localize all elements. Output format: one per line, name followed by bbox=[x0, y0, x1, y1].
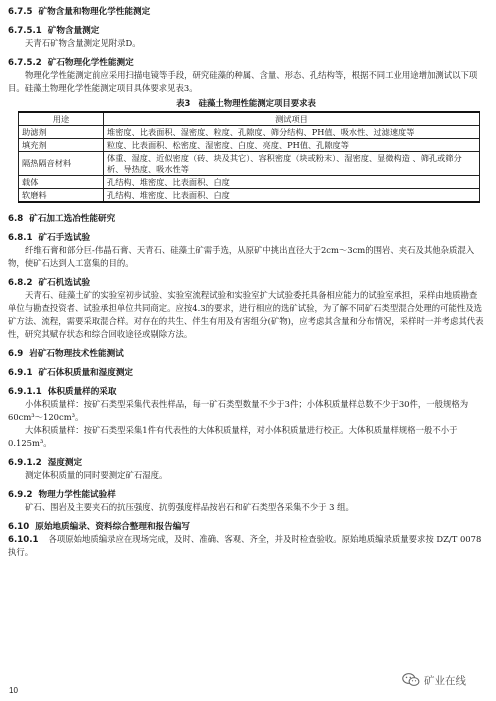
table-cell: 载体 bbox=[19, 176, 104, 189]
column-header: 测试项目 bbox=[104, 112, 480, 126]
document-page bbox=[8, 6, 484, 559]
heading-6-8-1: 6.8.1 矿石手选试验 bbox=[8, 233, 91, 243]
heading-6-9-1-2: 6.9.1.2 湿度测定 bbox=[8, 458, 83, 468]
heading-6-8-2: 6.8.2 矿石机选试验 bbox=[8, 278, 91, 288]
paragraph: 测定体积质量的同时要测定矿石湿度。 bbox=[25, 470, 168, 480]
paragraph: 6.10.1 各项原始地质编录应在现场完成，及时、准确、客观、齐全，并及时检查验收。原始地质编录质量要求按 DZ/T 0078 执行。 bbox=[8, 534, 482, 557]
table-header-row bbox=[19, 112, 480, 126]
table-row bbox=[19, 152, 480, 176]
heading-6-9-2: 6.9.2 物理力学性能试验样 bbox=[8, 490, 116, 500]
table-cell: 填充剂 bbox=[19, 139, 104, 152]
table-cell: 孔结构、堆密度、比表面积、白度 bbox=[104, 176, 480, 189]
paragraph: 物理化学性能测定前应采用扫描电镜等手段，研究硅藻的种属、含量、形态、孔结构等，根据不同工业用途增加测试以下项目。硅藻土物理化学性能测定项目具体要求见表3。 bbox=[8, 70, 478, 93]
paragraph: 小体积质量样：按矿石类型采集代表性样品，每一矿石类型数量不少于3件；小体积质量样总数不少于30件，一般规格为60cm³～120cm³。 bbox=[8, 399, 469, 422]
paragraph: 大体积质量样：按矿石类型采集1件有代表性的大体积质量样，对小体积质量进行校正。大体积质量样规格一般不小于 0.125m³。 bbox=[8, 425, 458, 448]
table-cell: 体重、湿度、近似密度（砖、块及其它）、容积密度（块或粉末）、湿密度、显微构造 、筛孔或筛分析、导热度、吸水性等 bbox=[104, 152, 480, 176]
table-row bbox=[19, 126, 480, 139]
watermark bbox=[402, 672, 466, 688]
table-row bbox=[19, 189, 480, 203]
watermark-text: 矿业在线 bbox=[424, 674, 466, 687]
table-cell: 粒度、比表面积、松密度、湿密度、白度、亮度、PH值、孔隙度等 bbox=[104, 139, 480, 152]
heading-6-10-1: 6.10.1 bbox=[8, 535, 39, 545]
table-cell: 孔结构、堆密度、比表面积、白度 bbox=[104, 189, 480, 203]
heading-6-9-1: 6.9.1 矿石体积质量和湿度测定 bbox=[8, 368, 134, 378]
table-cell: 软磨料 bbox=[19, 189, 104, 203]
requirements-table bbox=[18, 111, 480, 203]
heading-6-9: 6.9 岩矿石物理技术性能测试 bbox=[8, 349, 124, 359]
table-row bbox=[19, 176, 480, 189]
table-cell: 堆密度、比表面积、湿密度、粒度、孔隙度、筛分结构、PH值、吸水性、过滤速度等 bbox=[104, 126, 480, 139]
page-number: 10 bbox=[9, 686, 18, 695]
paragraph: 矿石、围岩及主要夹石的抗压强度、抗剪强度样品按岩石和矿石类型各采集不少于 3 组。 bbox=[25, 502, 354, 512]
heading-6-10: 6.10 原始地质编录、资料综合整理和报告编写 bbox=[8, 522, 190, 532]
heading-6-7-5-2: 6.7.5.2 矿石物理化学性能测定 bbox=[8, 58, 134, 68]
heading-6-7-5: 6.7.5 矿物含量和物理化学性能测定 bbox=[8, 7, 151, 17]
table-cell: 隔热隔音材料 bbox=[19, 152, 104, 176]
paragraph: 纤维石膏和部分巨-伟晶石膏、天青石、硅藻土矿需手选，从原矿中挑出直径大于2cm～3cm的围岩、夹石及其他杂质混入物，使矿石达到人工富集的目的。 bbox=[8, 245, 475, 268]
heading-6-7-5-1: 6.7.5.1 矿物含量测定 bbox=[8, 26, 100, 36]
paragraph: 天青石、硅藻土矿的实验室初步试验、实验室流程试验和实验室扩大试验委托具备相应能力的试验室承担，采样由地质勘查单位与勘查投资者、试验承担单位共同商定。应按4.3的要求，进行相应的选矿试验，为了解不同矿石类型混合处理的可能性及选矿方法、流程，需要采取混合样。对存在的共生、伴生有用及有害组分(矿物)，应考虑其含量和分布情况，采样时一并考虑其代表性，研究其赋存状态和综合回收途径或剔除方法。 bbox=[8, 290, 484, 339]
table-cell: 助滤剂 bbox=[19, 126, 104, 139]
heading-6-9-1-1: 6.9.1.1 体积质量样的采取 bbox=[8, 387, 117, 397]
column-header: 用途 bbox=[19, 112, 104, 126]
table-row bbox=[19, 139, 480, 152]
table-caption: 表3 硅藻土物理性能测定项目要求表 bbox=[176, 98, 316, 108]
heading-6-8: 6.8 矿石加工选冶性能研究 bbox=[8, 214, 116, 224]
wechat-icon bbox=[402, 672, 420, 688]
paragraph: 天青石矿物含量测定见附录D。 bbox=[25, 38, 141, 48]
